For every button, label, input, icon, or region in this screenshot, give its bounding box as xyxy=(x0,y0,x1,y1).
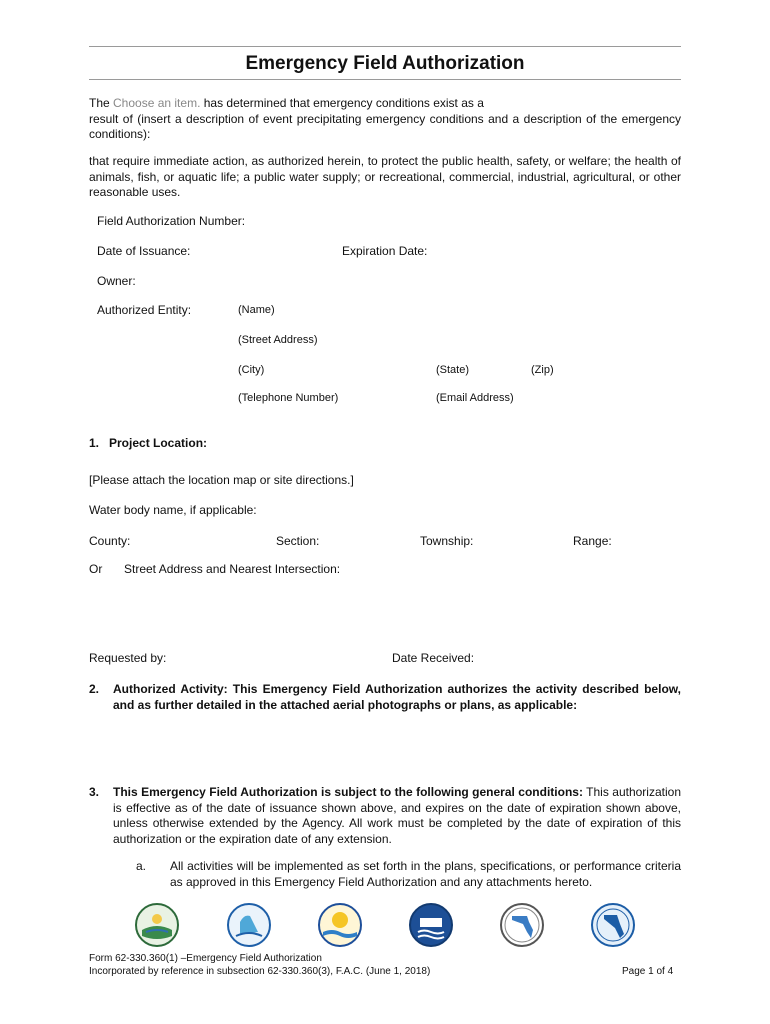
top-rule xyxy=(89,46,681,47)
title-rule xyxy=(89,79,681,80)
intro-paragraph xyxy=(89,96,681,143)
footer-incorporated: Incorporated by reference in subsection 62-330.360(3), F.A.C. (June 1, 2018) xyxy=(89,966,431,977)
section1-heading: 1. Project Location: xyxy=(89,436,208,450)
st-johns-river-wmd-logo xyxy=(408,902,454,948)
email-field[interactable]: (Email Address) xyxy=(436,392,514,404)
item-a-label: a. xyxy=(136,859,147,873)
section3-number: 3. xyxy=(89,785,100,799)
section2-text: Authorized Activity: This Emergency Field Authorization authorizes the activity described below, and as further detailed in the attached aerial photographs or plans, as applicable: xyxy=(113,682,681,712)
zip-field[interactable]: (Zip) xyxy=(531,364,554,376)
authorized-entity-label: Authorized Entity: xyxy=(97,303,192,317)
section-label: Section: xyxy=(276,534,320,548)
section3-bold: This Emergency Field Authorization is subject to the following general conditions: xyxy=(113,785,583,799)
page-title: Emergency Field Authorization xyxy=(245,53,525,74)
or-label: Or xyxy=(89,562,103,576)
attach-map-note: [Please attach the location map or site directions.] xyxy=(89,473,354,487)
range-label: Range: xyxy=(573,534,612,548)
city-field[interactable]: (City) xyxy=(238,364,265,376)
section3-text: This authorization is effective as of the date of issuance shown above, and expires on the date of expiration shown above, unless otherwise extended by the Agency. All work must be completed by the date of expiration of this authorization or the expiration date of any extension. xyxy=(113,785,681,846)
south-florida-wmd-logo xyxy=(590,902,636,948)
owner-label: Owner: xyxy=(97,274,136,288)
suwannee-river-wmd-logo xyxy=(226,902,272,948)
florida-dep-logo xyxy=(499,902,545,948)
nw-florida-wmd-logo xyxy=(134,902,180,948)
county-label: County: xyxy=(89,534,131,548)
choose-item-dropdown[interactable]: Choose an item. xyxy=(113,96,201,110)
date-received-label: Date Received: xyxy=(392,651,475,665)
date-of-issuance-label: Date of Issuance: xyxy=(97,244,191,258)
water-body-label: Water body name, if applicable: xyxy=(89,503,257,517)
purpose-paragraph: that require immediate action, as authorized herein, to protect the public health, safety, or welfare; the health of animals, fish, or aquatic life; a public water supply; or recreational, commercial, industrial, agricultural, or other reasonable uses. xyxy=(89,154,681,199)
requested-by-label: Requested by: xyxy=(89,651,167,665)
section2-number: 2. xyxy=(89,682,100,696)
page-number: Page 1 of 4 xyxy=(622,966,674,977)
township-label: Township: xyxy=(420,534,474,548)
state-field[interactable]: (State) xyxy=(436,364,470,376)
footer-form: Form 62-330.360(1) –Emergency Field Authorization xyxy=(89,953,322,964)
item-a-text: All activities will be implemented as set forth in the plans, specifications, or performance criteria as approved in this Emergency Field Authorization and any attachments hereto. xyxy=(170,859,681,889)
street-address-field[interactable]: (Street Address) xyxy=(238,334,318,346)
intro-rest: result of (insert a description of event precipitating emergency conditions and a description of the emergency conditions): xyxy=(89,111,681,141)
field-authorization-number-label: Field Authorization Number: xyxy=(97,214,246,228)
telephone-field[interactable]: (Telephone Number) xyxy=(238,392,339,404)
name-field[interactable]: (Name) xyxy=(238,304,275,316)
intro-the: The xyxy=(89,96,114,110)
sw-florida-wmd-logo xyxy=(317,902,363,948)
section3-paragraph xyxy=(113,785,681,847)
intro-rest-line1: has determined that emergency conditions exist as a xyxy=(200,96,484,110)
street-intersection-label: Street Address and Nearest Intersection: xyxy=(124,562,341,576)
expiration-date-label: Expiration Date: xyxy=(342,244,428,258)
